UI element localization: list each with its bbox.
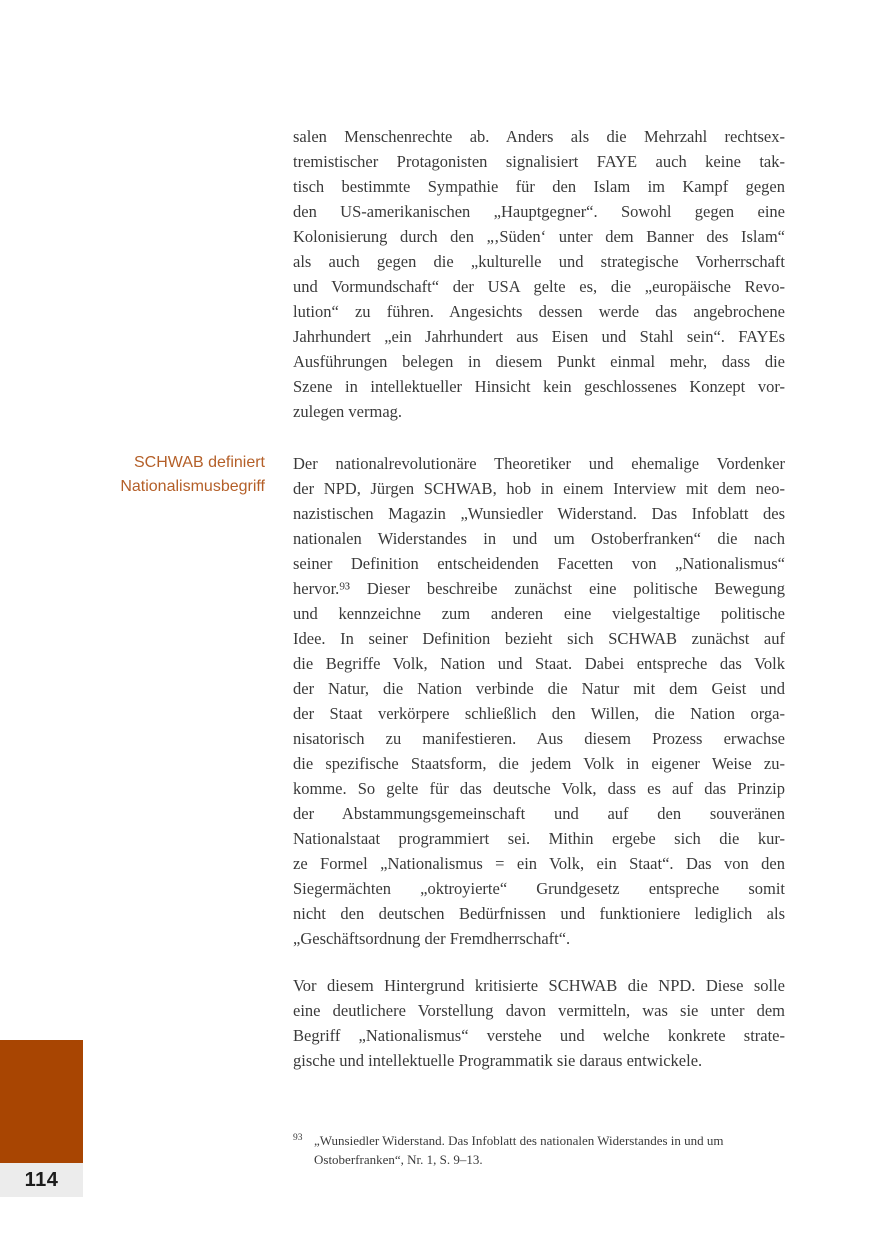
text-line: die spezifische Staatsform, die jedem Volk in eigener Weise zu- <box>293 754 785 773</box>
text-line: Nationalstaat programmiert sei. Mithin ergebe sich die kur- <box>293 829 785 848</box>
text-line: Nationalismusbegriff <box>120 478 265 495</box>
text-line: und Vormundschaft“ der USA gelte es, die „europäische Revo- <box>293 277 785 296</box>
text-line: und kennzeichne zum anderen eine vielgestaltige politische <box>293 604 785 623</box>
text-line: Szene in intellektueller Hinsicht kein geschlossenes Konzept vor- <box>293 377 785 396</box>
text-line: der Staat verkörpere schließlich den Willen, die Nation orga- <box>293 704 785 723</box>
text-line: Jahrhundert „ein Jahrhundert aus Eisen und Stahl sein“. FAYEs <box>293 327 785 346</box>
body-paragraph-2 <box>293 451 785 951</box>
text-line: der Natur, die Nation verbinde die Natur mit dem Geist und <box>293 679 785 698</box>
text-line: den US-amerikanischen „Hauptgegner“. Sowohl gegen eine <box>293 202 785 221</box>
body-paragraph-3 <box>293 973 785 1073</box>
page-number: 114 <box>24 1168 59 1191</box>
page-number-box <box>0 1163 83 1197</box>
margin-note <box>60 451 265 499</box>
text-line: nicht den deutschen Bedürfnissen und funktioniere lediglich als <box>293 904 785 923</box>
text-line: die Begriffe Volk, Nation und Staat. Dabei entspreche das Volk <box>293 654 785 673</box>
text-line: hervor.⁹³ Dieser beschreibe zunächst eine politische Bewegung <box>293 579 785 598</box>
text-line: Siegermächten „oktroyierte“ Grundgesetz entspreche somit <box>293 879 785 898</box>
text-line: nationalen Widerstandes in und um Ostoberfranken“ die nach <box>293 529 785 548</box>
text-line: Vor diesem Hintergrund kritisierte SCHWAB die NPD. Diese solle <box>293 976 785 995</box>
text-line: nazistischen Magazin „Wunsiedler Widerstand. Das Infoblatt des <box>293 504 785 523</box>
footnote-text <box>314 1131 793 1169</box>
text-line: „Geschäftsordnung der Fremdherrschaft“. <box>293 929 571 948</box>
text-line: Idee. In seiner Definition bezieht sich SCHWAB zunächst auf <box>293 629 785 648</box>
text-line: tremistischer Protagonisten signalisiert FAYE auch keine tak- <box>293 152 785 171</box>
footnote <box>293 1131 793 1169</box>
text-line: Begriff „Nationalismus“ verstehe und welche konkrete strate- <box>293 1026 785 1045</box>
text-line: lution“ zu führen. Angesichts dessen werde das angebrochene <box>293 302 785 321</box>
text-line: gische und intellektuelle Programmatik sie daraus entwickele. <box>293 1051 703 1070</box>
footnote-marker: 93 <box>293 1133 303 1143</box>
body-paragraph-1 <box>293 124 785 424</box>
text-line: zulegen vermag. <box>293 402 403 421</box>
text-line: nisatorisch zu manifestieren. Aus diesem Prozess erwachse <box>293 729 785 748</box>
text-line: seiner Definition entscheidenden Facetten von „Nationalismus“ <box>293 554 785 573</box>
text-line: SCHWAB definiert <box>134 454 265 471</box>
text-line: komme. So gelte für das deutsche Volk, dass es auf das Prinzip <box>293 779 785 798</box>
text-line: Kolonisierung durch den „‚Süden‘ unter dem Banner des Islam“ <box>293 227 785 246</box>
text-line: als auch gegen die „kulturelle und strategische Vorherrschaft <box>293 252 785 271</box>
chapter-color-block <box>0 1040 83 1163</box>
text-line: Ostoberfranken“, Nr. 1, S. 9–13. <box>314 1152 483 1167</box>
text-line: „Wunsiedler Widerstand. Das Infoblatt des nationalen Widerstandes in und um <box>314 1133 724 1148</box>
text-line: der NPD, Jürgen SCHWAB, hob in einem Interview mit dem neo- <box>293 479 785 498</box>
text-line: Der nationalrevolutionäre Theoretiker und ehemalige Vordenker <box>293 454 785 473</box>
text-line: Ausführungen belegen in diesem Punkt einmal mehr, dass die <box>293 352 785 371</box>
text-line: salen Menschenrechte ab. Anders als die Mehrzahl rechtsex- <box>293 127 785 146</box>
text-line: tisch bestimmte Sympathie für den Islam im Kampf gegen <box>293 177 785 196</box>
text-line: eine deutlichere Vorstellung davon vermitteln, was sie unter dem <box>293 1001 785 1020</box>
text-line: der Abstammungsgemeinschaft und auf den souveränen <box>293 804 785 823</box>
text-line: ze Formel „Nationalismus = ein Volk, ein Staat“. Das von den <box>293 854 785 873</box>
